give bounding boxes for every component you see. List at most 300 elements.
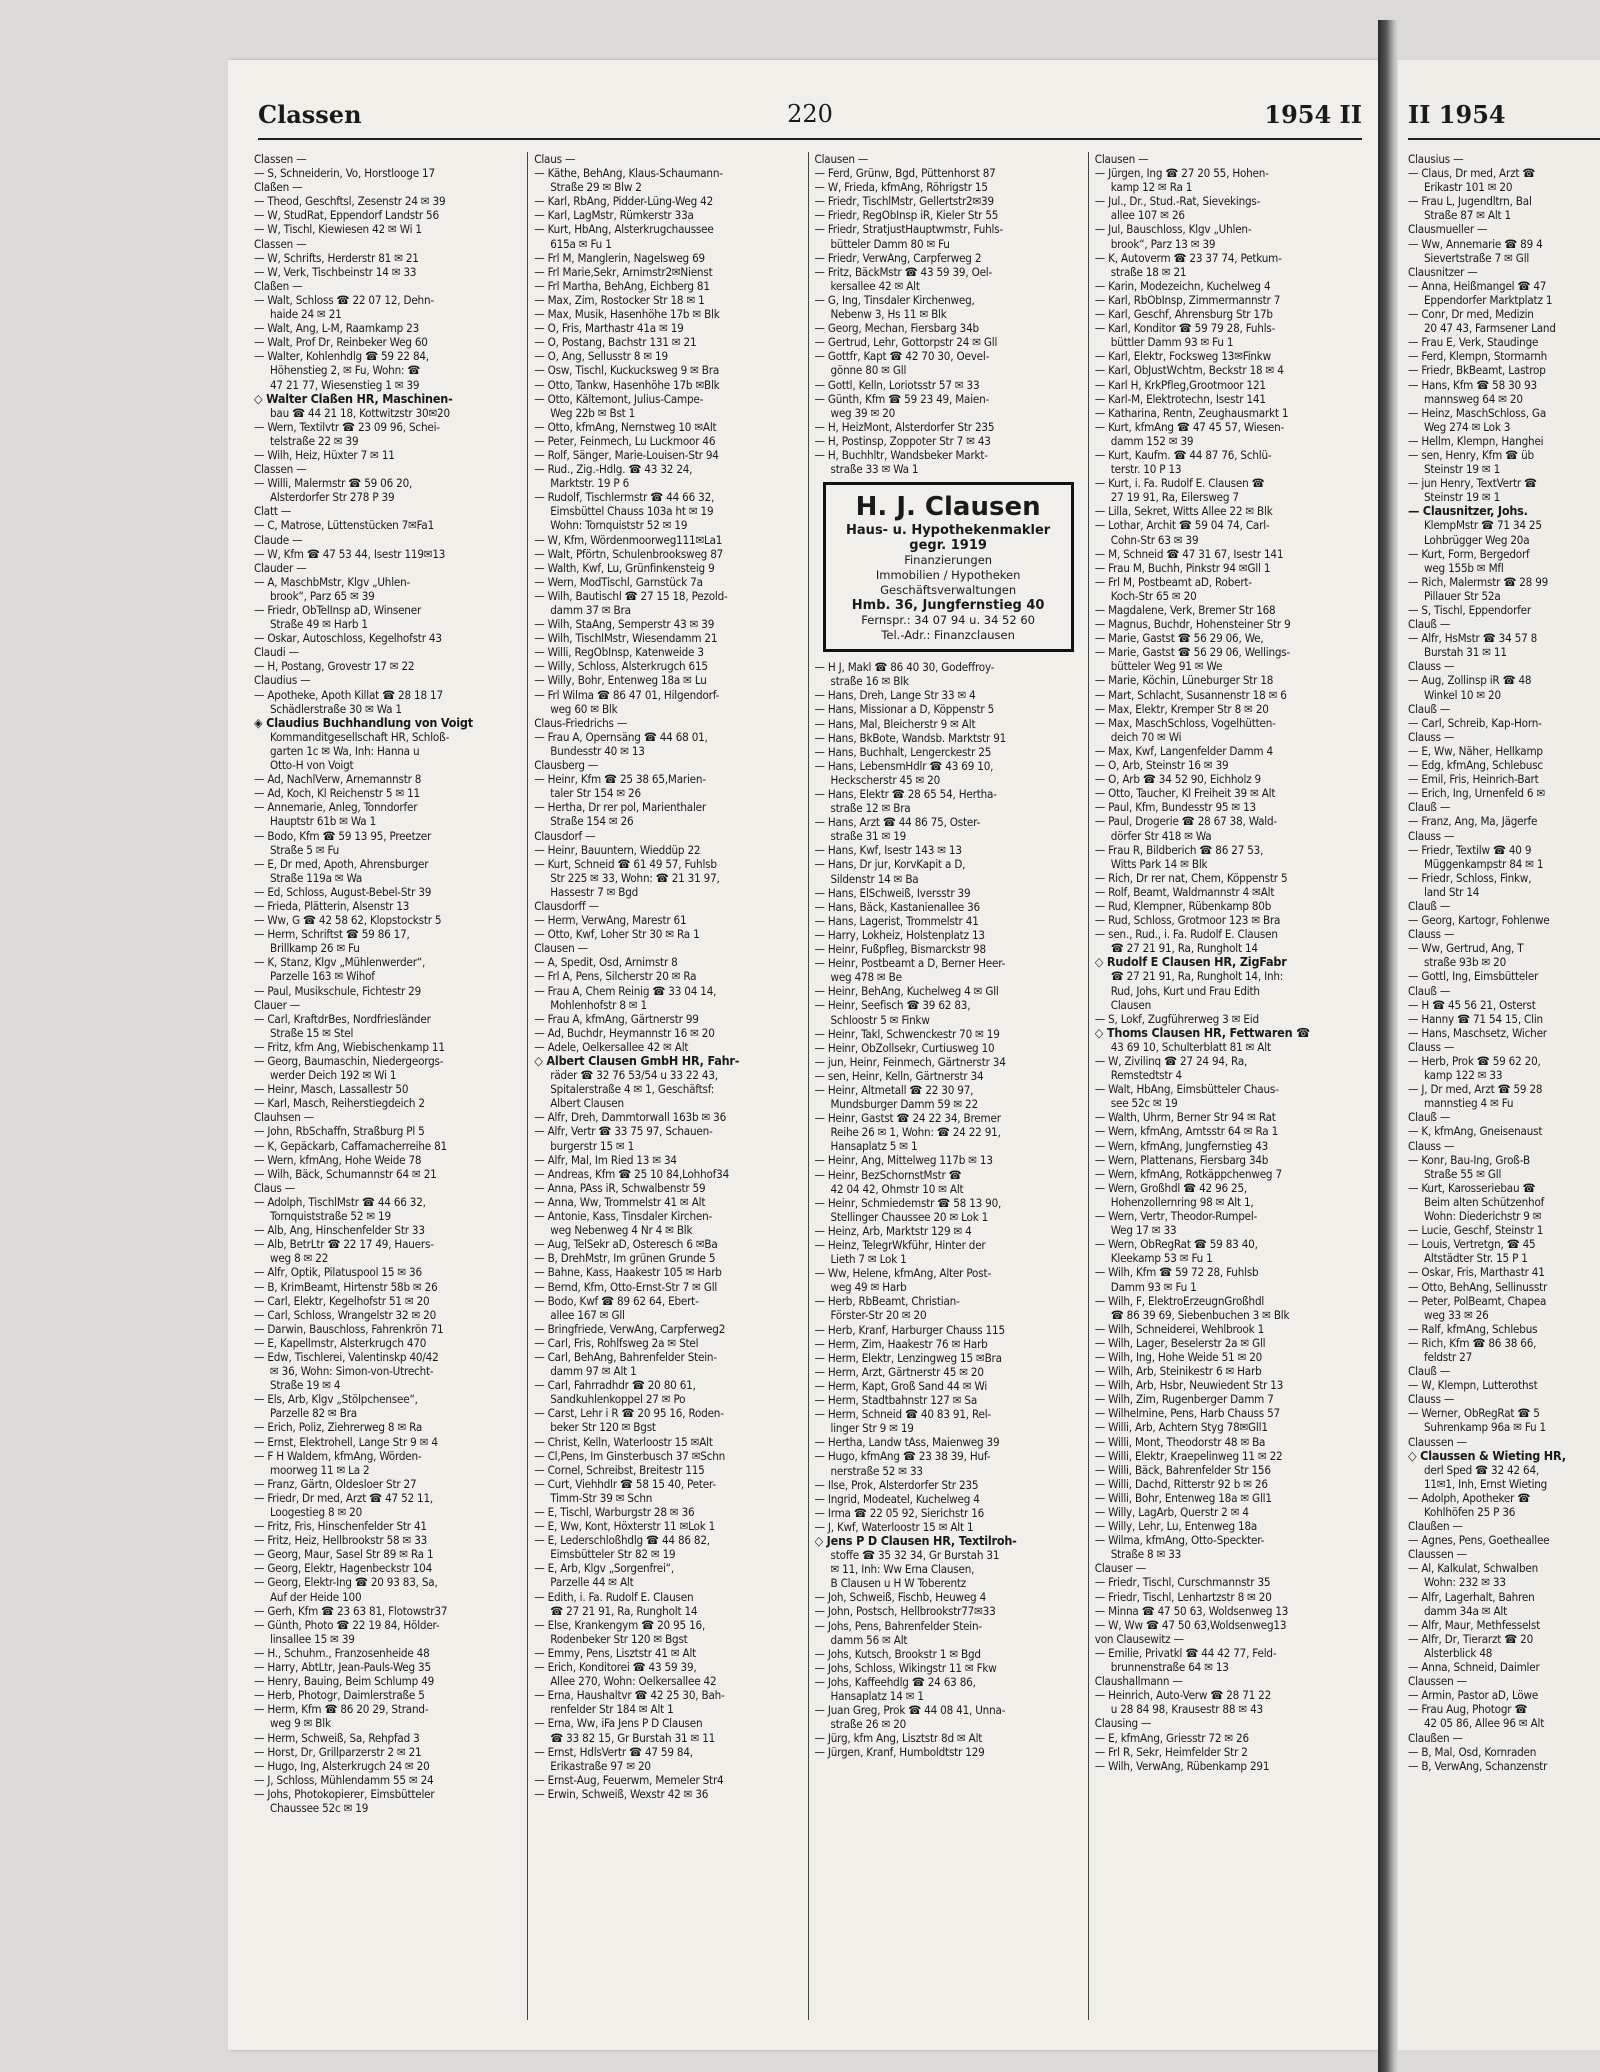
directory-entry: — Heinr, Takl, Schwenckestr 70 ✉ 19: [814, 1026, 1000, 1041]
directory-entry: Suhrenkamp 96a ✉ Fu 1: [1424, 1420, 1546, 1435]
directory-entry: — Wilh, VerwAng, Rübenkamp 291: [1094, 1758, 1270, 1773]
directory-entry: — Kurt, Karosseriebau ☎: [1408, 1180, 1536, 1195]
directory-entry: — Wilh, Arb, Hsbr, Neuwiedent Str 13: [1094, 1378, 1284, 1393]
directory-entry: — Günth, Kfm ☎ 59 23 49, Maien-: [814, 391, 990, 406]
directory-entry: straße 33 ✉ Wa 1: [830, 462, 919, 477]
directory-page: [228, 60, 1380, 2050]
directory-entry: — Minna ☎ 47 50 63, Woldsenweg 13: [1094, 1603, 1289, 1618]
directory-entry: allee 167 ✉ Gll: [550, 1307, 625, 1322]
directory-entry: kamp 122 ✉ 33: [1424, 1068, 1503, 1083]
directory-entry: — Walt, HbAng, Eimsbütteler Chaus-: [1094, 1082, 1279, 1097]
surname-heading: Claßen —: [254, 278, 303, 293]
directory-entry: — H, HeizMont, Alsterdorfer Str 235: [814, 419, 995, 434]
directory-entry: ◇ Jens P D Clausen HR, Textilroh-: [814, 1533, 1017, 1548]
directory-entry: — Herm, Kapt, Groß Sand 44 ✉ Wi: [814, 1378, 988, 1393]
directory-entry: — Hans, BkBote, Wandsb. Marktstr 91: [814, 730, 1007, 745]
directory-entry: — Hans, Maschsetz, Wicher: [1408, 1025, 1547, 1040]
directory-entry: — S, Lokf, Zugführerweg 3 ✉ Eid: [1094, 1011, 1259, 1026]
surname-heading: Claßen —: [254, 180, 303, 195]
directory-entry: — Georg, Kartogr, Fohlenwe: [1408, 913, 1550, 928]
directory-entry: — Anna, Schneid, Daimler: [1408, 1660, 1540, 1675]
ad-address: Hmb. 36, Jungfernstieg 40: [851, 598, 1045, 614]
directory-entry: — Karl, Konditor ☎ 59 79 28, Fuhls-: [1094, 321, 1276, 336]
directory-entry: Lohbrügger Weg 20a: [1424, 532, 1530, 547]
directory-entry: — Jul., Dr., Stud.-Rat, Sievekings-: [1094, 194, 1261, 209]
directory-entry: — Aug, Zollinsp iR ☎ 48: [1408, 673, 1532, 688]
directory-entry: — Frau Aug, Photogr ☎: [1408, 1702, 1528, 1717]
directory-entry: — Rich, Kfm ☎ 86 38 66,: [1408, 1335, 1537, 1350]
directory-entry: Tornquiststraße 52 ✉ 19: [270, 1209, 391, 1224]
directory-entry: — Paul, Kfm, Bundesstr 95 ✉ 13: [1094, 800, 1256, 815]
ad-service-1: Finanzierungen: [904, 553, 993, 568]
directory-entry: — Heinr, Bauuntern, Wieddüp 22: [534, 842, 701, 857]
surname-heading: Clauhsen —: [254, 1110, 315, 1125]
directory-entry: weg 39 ✉ 20: [830, 405, 896, 420]
directory-entry: — Lothar, Archit ☎ 59 04 74, Carl-: [1094, 518, 1270, 533]
directory-entry: weg 9 ✉ Blk: [270, 1716, 331, 1731]
directory-entry: — Hans, Kfm ☎ 58 30 93: [1408, 377, 1537, 392]
directory-entry: ◇ Thoms Clausen HR, Fettwaren ☎: [1094, 1025, 1310, 1040]
directory-entry: gönne 80 ✉ Gll: [830, 363, 907, 378]
directory-entry: — Georg, Mechan, Fiersbarg 34b: [814, 321, 979, 336]
directory-entry: — Alfr, Dr, Tierarzt ☎ 20: [1408, 1631, 1534, 1646]
directory-entry: — Max, Zim, Rostocker Str 18 ✉ 1: [534, 292, 705, 307]
directory-entry: — B, KrimBeamt, Hirtenstr 58b ✉ 26: [254, 1279, 438, 1294]
running-head: Classen: [258, 100, 362, 129]
directory-entry: — Willy, Schloss, Alsterkrugch 615: [534, 659, 708, 674]
directory-entry: — Heinz, TelegrWkführ, Hinter der: [814, 1238, 986, 1252]
directory-entry: — Fritz, BäckMstr ☎ 43 59 39, Oel-: [814, 264, 993, 279]
directory-entry: — B, VerwAng, Schanzenstr: [1408, 1758, 1548, 1773]
directory-entry: — Herm, Zim, Haakestr 76 ✉ Harb: [814, 1336, 988, 1351]
directory-entry: Altstädter Str. 15 P 1: [1424, 1251, 1528, 1266]
directory-entry: — Ed, Schloss, August-Bebel-Str 39: [254, 884, 432, 899]
directory-entry: — Osw, Tischl, Kuckucksweg 9 ✉ Bra: [534, 363, 720, 378]
directory-entry: bau ☎ 44 21 18, Kottwitzstr 30✉20: [270, 405, 450, 420]
directory-entry: — Wilh, TischlMstr, Wiesendamm 21: [534, 631, 718, 646]
directory-entry: — sen, Henry, Kfm ☎ üb: [1408, 447, 1534, 462]
directory-entry: — Friedr, Tischl, Lenhartzstr 8 ✉ 20: [1094, 1589, 1272, 1604]
directory-entry: — Hans, Bäck, Kastanienallee 36: [814, 899, 980, 914]
directory-entry: Auf der Heide 100: [270, 1589, 362, 1604]
directory-entry: — Georg, Baumaschin, Niedergeorgs-: [254, 1054, 444, 1068]
directory-entry: — Fritz, kfm Ang, Wiebischenkamp 11: [254, 1039, 445, 1054]
directory-entry: ◇ Claussen & Wieting HR,: [1408, 1448, 1566, 1463]
directory-entry: — C, Matrose, Lüttenstücken 7✉Fa1: [254, 518, 435, 533]
directory-entry: — Heinrich, Auto-Verw ☎ 28 71 22: [1094, 1688, 1272, 1703]
directory-entry: — Gottfr, Kapt ☎ 42 70 30, Oevel-: [814, 349, 990, 364]
directory-entry: — W, Schrifts, Herderstr 81 ✉ 21: [254, 250, 419, 265]
directory-entry: ◇ Rudolf E Clausen HR, ZigFabr: [1094, 955, 1287, 970]
directory-entry: — Otto, Tankw, Hasenhöhe 17b ✉Blk: [534, 377, 720, 392]
directory-entry: Pillauer Str 52a: [1424, 588, 1501, 603]
directory-entry: — Erna, Haushaltvr ☎ 42 25 30, Bah-: [534, 1688, 725, 1703]
surname-heading: Clausnitzer —: [1408, 264, 1478, 279]
directory-entry: — Georg, Elektr-Ing ☎ 20 93 83, Sa,: [254, 1575, 438, 1590]
directory-entry: — W, Kfm ☎ 47 53 44, Isestr 119✉13: [254, 546, 446, 561]
directory-entry: — Fritz, Heiz, Hellbrookstr 58 ✉ 33: [254, 1533, 428, 1548]
directory-entry: — Oskar, Autoschloss, Kegelhofstr 43: [254, 631, 442, 646]
directory-entry: — O, Fris, Marthastr 41a ✉ 19: [534, 321, 684, 336]
surname-heading: Clauder —: [254, 560, 307, 575]
directory-entry: — Alfr, Dreh, Dammtorwall 163b ✉ 36: [534, 1110, 727, 1125]
directory-entry: weg 60 ✉ Blk: [550, 701, 618, 716]
directory-entry: — Willi, Bäck, Bahrenfelder Str 156: [1094, 1462, 1271, 1477]
directory-entry: Reihe 26 ✉ 1, Wohn: ☎ 24 22 91,: [830, 1125, 1001, 1140]
directory-entry: allee 107 ✉ 26: [1110, 208, 1185, 223]
directory-entry: — F H Waldem, kfmAng, Wörden-: [254, 1448, 422, 1463]
directory-entry: taler Str 154 ✉ 26: [550, 786, 641, 801]
directory-entry: — Erich, Ing, Urnenfeld 6 ✉: [1408, 786, 1545, 801]
directory-entry: Koch-Str 65 ✉ 20: [1110, 588, 1197, 603]
directory-entry: — Carst, Lehr i R ☎ 20 95 16, Roden-: [534, 1406, 724, 1421]
directory-entry: — Walth, Kwf, Lu, Grünfinkensteig 9: [534, 560, 715, 575]
directory-entry: — Heinr, ObZollsekr, Curtiusweg 10: [814, 1040, 995, 1055]
surname-heading: Clauß —: [1408, 800, 1451, 815]
directory-entry: Str 225 ✉ 33, Wohn: ☎ 21 31 97,: [550, 870, 720, 885]
directory-entry: Marktstr. 19 P 6: [550, 476, 630, 491]
surname-heading: Clauß —: [1408, 1110, 1451, 1125]
directory-entry: — Wilh, Kfm ☎ 59 72 28, Fuhlsb: [1094, 1265, 1259, 1280]
directory-entry: — Rud, Schloss, Grotmoor 123 ✉ Bra: [1094, 913, 1281, 928]
column-3-before-ad: [815, 152, 1082, 476]
directory-entry: Wohn: Diederichstr 9 ✉: [1424, 1209, 1542, 1224]
directory-entry: — S, Schneiderin, Vo, Horstlooge 17: [254, 166, 435, 181]
directory-entry: — Hellm, Klempn, Hanghei: [1408, 433, 1544, 448]
directory-entry: — Otto, Kältemont, Julius-Campe-: [534, 391, 704, 406]
directory-entry: derl Sped ☎ 32 42 64,: [1424, 1462, 1539, 1477]
column-4: [1089, 152, 1368, 2020]
surname-heading: Claussen —: [1408, 1434, 1467, 1449]
directory-entry: — Heinz, MaschSchloss, Ga: [1408, 405, 1547, 420]
surname-heading: Clauss —: [1408, 1138, 1455, 1153]
directory-entry: — Heinr, Gastst ☎ 24 22 34, Bremer: [814, 1111, 1001, 1126]
directory-entry: — Gerh, Kfm ☎ 23 63 81, Flotowstr37: [254, 1603, 448, 1618]
surname-heading: Clausen —: [1094, 152, 1149, 166]
directory-entry: — Herm, Stadtbahnstr 127 ✉ Sa: [814, 1393, 978, 1408]
directory-entry: linger Str 9 ✉ 19: [830, 1421, 914, 1436]
directory-entry: — Franz, Gärtn, Oldesloer Str 27: [254, 1476, 417, 1491]
directory-entry: — Willi, Arb, Achtern Styg 78✉Gll1: [1094, 1420, 1268, 1435]
directory-entry: — Bahne, Kass, Haakestr 105 ✉ Harb: [534, 1265, 722, 1280]
directory-entry: straße 93b ✉ 20: [1424, 955, 1507, 970]
directory-entry: — Agnes, Pens, Goetheallee: [1408, 1533, 1550, 1548]
directory-entry: Förster-Str 20 ✉ 20: [830, 1308, 927, 1323]
directory-entry: Beim alten Schützenhof: [1424, 1194, 1545, 1209]
surname-heading: Claudius —: [254, 673, 311, 688]
directory-entry: — Herm, Schriftst ☎ 59 86 17,: [254, 927, 410, 942]
surname-heading: Claußen —: [1408, 1730, 1463, 1745]
directory-entry: ☎ 27 21 91, Ra, Rungholt 14: [1110, 941, 1258, 956]
directory-entry: — Cornel, Schreibst, Breitestr 115: [534, 1462, 705, 1477]
directory-entry: — Wern, kfmAng, Rotkäppchenweg 7: [1094, 1166, 1282, 1181]
directory-entry: bütteler Damm 80 ✉ Fu: [830, 236, 950, 251]
directory-entry: — Carl, Fahrradhdr ☎ 20 80 61,: [534, 1378, 696, 1393]
directory-entry: u 28 84 98, Krausestr 88 ✉ 43: [1110, 1702, 1263, 1717]
directory-entry: Alsterdorfer Str 278 P 39: [270, 490, 395, 505]
directory-entry: — Jürgen, Kranf, Humboldtstr 129: [814, 1745, 985, 1760]
directory-entry: — Wilh, StaAng, Semperstr 43 ✉ 39: [534, 617, 715, 632]
directory-entry: — Frieda, Plätterin, Alsenstr 13: [254, 898, 410, 913]
directory-entry: — Kurt, HbAng, Alsterkrugchaussee: [534, 222, 714, 237]
directory-entry: — Mart, Schlacht, Susannenstr 18 ✉ 6: [1094, 687, 1287, 702]
directory-entry: — E, Dr med, Apoth, Ahrensburger: [254, 856, 429, 871]
directory-entry: ✉ 36, Wohn: Simon-von-Utrecht-: [270, 1364, 434, 1379]
directory-entry: Mohlenhofstr 8 ✉ 1: [550, 997, 647, 1012]
directory-entry: — Friedr, Textilw ☎ 40 9: [1408, 842, 1532, 857]
directory-entry: — Hertha, Dr rer pol, Marienthaler: [534, 800, 706, 815]
directory-entry: — E, Ww, Näher, Hellkamp: [1408, 743, 1543, 758]
directory-entry: — Rudolf, Tischlermstr ☎ 44 66 32,: [534, 490, 715, 505]
directory-entry: — Ferd, Klempn, Stormarnh: [1408, 349, 1548, 364]
directory-entry: moorweg 11 ✉ La 2: [270, 1462, 370, 1477]
directory-entry: weg 49 ✉ Harb: [830, 1280, 907, 1295]
directory-entry: KlempMstr ☎ 71 34 25: [1424, 518, 1542, 533]
directory-entry: ◇ Albert Clausen GmbH HR, Fahr-: [534, 1054, 740, 1068]
directory-entry: büttler Damm 93 ✉ Fu 1: [1110, 335, 1234, 350]
advertisement-box: [823, 482, 1074, 652]
directory-entry: — Karl, Geschf, Ahrensburg Str 17b: [1094, 307, 1273, 322]
directory-entry: — Friedr, BkBeamt, Lastrop: [1408, 363, 1546, 378]
directory-entry: — Magnus, Buchdr, Hohensteiner Str 9: [1094, 617, 1291, 632]
directory-entry: — Conr, Dr med, Medizin: [1408, 307, 1534, 322]
directory-entry: — Herm, Arzt, Gärtnerstr 45 ✉ 20: [814, 1364, 984, 1379]
directory-entry: — H, Postang, Grovestr 17 ✉ 22: [254, 659, 415, 674]
directory-entry: 47 21 77, Wiesenstieg 1 ✉ 39: [270, 377, 420, 392]
directory-entry: ☎ 33 82 15, Gr Burstah 31 ✉ 11: [550, 1730, 716, 1745]
directory-entry: — Hans, Buchhalt, Lengerckestr 25: [814, 744, 992, 759]
directory-entry: — Darwin, Bauschloss, Fahrenkrön 71: [254, 1321, 444, 1336]
directory-entry: Kommanditgesellschaft HR, Schloß-: [270, 729, 450, 744]
directory-entry: — Hans, Dr jur, KorvKapit a D,: [814, 857, 966, 872]
directory-entry: — Else, Krankengym ☎ 20 95 16,: [534, 1617, 706, 1632]
directory-entry: — Adele, Oelkersallee 42 ✉ Alt: [534, 1039, 689, 1054]
surname-heading: Claussen —: [1408, 1674, 1467, 1689]
directory-entry: — Gottl, Kelln, Loriotsstr 57 ✉ 33: [814, 377, 980, 392]
surname-heading: Clauß —: [1408, 617, 1451, 632]
directory-entry: — Ad, Buchdr, Heymannstr 16 ✉ 20: [534, 1025, 715, 1040]
directory-entry: — Wilh, F, ElektroErzeugnGroßhdl: [1094, 1293, 1265, 1308]
directory-entry: — Heinr, Ang, Mittelweg 117b ✉ 13: [814, 1153, 993, 1168]
directory-entry: — sen, Heinr, Kelln, Gärtnerstr 34: [814, 1068, 984, 1083]
directory-entry: Straße 19 ✉ 4: [270, 1378, 341, 1393]
directory-entry: — Alfr, HsMstr ☎ 34 57 8: [1408, 631, 1538, 646]
directory-entry: Hansaplatz 14 ✉ 1: [830, 1689, 924, 1703]
directory-entry: — Wilh, Bautischl ☎ 27 15 18, Pezold-: [534, 588, 728, 603]
surname-heading: Clausing —: [1094, 1716, 1152, 1731]
directory-entry: — Wern, kfmAng, Hohe Weide 78: [254, 1152, 422, 1167]
directory-entry: — Rolf, Beamt, Waldmannstr 4 ✉Alt: [1094, 884, 1275, 899]
directory-entry: — W, Kfm, Wördenmoorweg111✉La1: [534, 532, 723, 547]
directory-entry: — W, Zivilinq ☎ 27 24 94, Ra,: [1094, 1054, 1248, 1068]
directory-entry: — Aug, TelSekr aD, Osteresch 6 ✉Ba: [534, 1237, 718, 1252]
directory-entry: Sandkuhlenkoppel 27 ✉ Po: [550, 1392, 686, 1407]
directory-entry: see 52c ✉ 19: [1110, 1096, 1178, 1111]
directory-entry: — Frau A, kfmAng, Gärtnerstr 99: [534, 1011, 699, 1026]
directory-entry: renfelder Str 184 ✉ Alt 1: [550, 1702, 674, 1717]
column-3-after-ad: [815, 660, 1082, 1759]
directory-entry: — Franz, Ang, Ma, Jägerfe: [1408, 814, 1538, 829]
directory-entry: deich 70 ✉ Wi: [1110, 729, 1182, 744]
directory-entry: — E, Ww, Kont, Höxterstr 11 ✉Lok 1: [534, 1519, 716, 1534]
directory-entry: — Carl, BehAng, Bahrenfelder Stein-: [534, 1349, 717, 1364]
directory-entry: — B, DrehMstr, Im grünen Grunde 5: [534, 1251, 716, 1266]
directory-entry: — Friedr, Tischl, Curschmannstr 35: [1094, 1575, 1271, 1590]
directory-entry: — Werner, ObRegRat ☎ 5: [1408, 1406, 1540, 1421]
directory-entry: — Edith, i. Fa. Rudolf E. Clausen: [534, 1589, 694, 1604]
directory-entry: — Adolph, Apotheker ☎: [1408, 1490, 1531, 1505]
directory-entry: — Heinr, Schmiedemstr ☎ 58 13 90,: [814, 1195, 1002, 1210]
directory-entry: — Hans, Elektr ☎ 28 65 54, Hertha-: [814, 787, 997, 801]
directory-entry: Bundesstr 40 ✉ 13: [550, 743, 645, 758]
directory-entry: Burstah 31 ✉ 11: [1424, 645, 1507, 660]
directory-entry: Straße 29 ✉ Blw 2: [550, 180, 642, 195]
directory-entry: — Alfr, Lagerhalt, Bahren: [1408, 1589, 1535, 1604]
directory-entry: — Herb, Photogr, Daimlerstraße 5: [254, 1688, 425, 1703]
surname-heading: Claus-Friedrichs —: [534, 715, 628, 730]
directory-entry: — Friedr, Schloss, Finkw,: [1408, 870, 1532, 885]
ad-phone: Fernspr.: 34 07 94 u. 34 52 60: [861, 613, 1035, 628]
directory-entry: — Ww, G ☎ 42 58 62, Klopstockstr 5: [254, 913, 442, 928]
directory-entry: — Hanny ☎ 71 54 15, Clin: [1408, 1011, 1543, 1026]
directory-entry: — E, kfmAng, Griesstr 72 ✉ 26: [1094, 1730, 1249, 1745]
directory-entry: Allee 270, Wohn: Oelkersallee 42: [550, 1674, 717, 1689]
directory-entry: — J, Schloss, Mühlendamm 55 ✉ 24: [254, 1772, 434, 1787]
directory-columns: [248, 152, 1368, 2020]
directory-entry: — Willi, Malermstr ☎ 59 06 20,: [254, 476, 413, 491]
directory-entry: — Juan Greg, Prok ☎ 44 08 41, Unna-: [814, 1703, 1006, 1718]
directory-entry: — Frl Martha, BehAng, Eichberg 81: [534, 278, 710, 293]
directory-entry: — Apotheke, Apoth Killat ☎ 28 18 17: [254, 687, 443, 702]
directory-entry: Straße 154 ✉ 26: [550, 814, 634, 829]
directory-entry: — Hans, Arzt ☎ 44 86 75, Oster-: [814, 815, 981, 830]
directory-entry: 27 19 91, Ra, Eilersweg 7: [1110, 490, 1239, 505]
directory-entry: — E, Kapellmstr, Alsterkrugch 470: [254, 1335, 427, 1350]
directory-entry: — jun, Heinr, Feinmech, Gärtnerstr 34: [814, 1054, 1006, 1069]
directory-entry: ◇ Walter Claßen HR, Maschinen-: [254, 391, 453, 406]
directory-entry: — Hans, ElSchweiß, Iversstr 39: [814, 885, 971, 900]
directory-entry: — W, Verk, Tischbeinstr 14 ✉ 33: [254, 264, 417, 279]
directory-entry: — Peter, PolBeamt, Chapea: [1408, 1293, 1547, 1308]
directory-entry: — Herb, Kranf, Harburger Chauss 115: [814, 1322, 1005, 1337]
directory-entry: — E, Arb, Klgv „Sorgenfrei“,: [534, 1561, 674, 1576]
directory-entry: — Karl, Masch, Reiherstiegdeich 2: [254, 1096, 425, 1111]
surname-heading: Claußen —: [1408, 1519, 1463, 1534]
directory-entry: — Hans, Missionar a D, Köppenstr 5: [814, 702, 995, 717]
directory-entry: — Alb, BetrLtr ☎ 22 17 49, Hauers-: [254, 1237, 434, 1252]
directory-entry: — Friedr, RegObInsp iR, Kieler Str 55: [814, 208, 999, 223]
ad-service-2: Immobilien / Hypotheken: [875, 568, 1021, 583]
directory-entry: — Heinr, Kfm ☎ 25 38 65,Marien-: [534, 772, 706, 787]
surname-heading: Clauss —: [1408, 828, 1455, 843]
directory-entry: Timm-Str 39 ✉ Schn: [550, 1490, 653, 1505]
directory-entry: — A, Spedit, Osd, Arnimstr 8: [534, 955, 678, 970]
surname-heading: Clauser —: [1094, 1561, 1147, 1576]
directory-entry: — Marie, Gastst ☎ 56 29 06, We,: [1094, 631, 1264, 646]
surname-heading: Clauss —: [1408, 659, 1455, 674]
directory-entry: — Friedr, Dr med, Arzt ☎ 47 52 11,: [254, 1490, 434, 1505]
directory-entry: mannstieg 4 ✉ Fu: [1424, 1096, 1514, 1111]
directory-entry: — Willi, Mont, Theodorstr 48 ✉ Ba: [1094, 1434, 1266, 1449]
surname-heading: Classen —: [254, 236, 307, 251]
directory-entry: — Willy, Lehr, Lu, Entenweg 18a: [1094, 1519, 1258, 1534]
surname-heading: Claus —: [254, 1180, 295, 1195]
directory-entry: — Frl A, Pens, Silcherstr 20 ✉ Ra: [534, 969, 697, 984]
directory-entry: — J, Kwf, Waterloostr 15 ✉ Alt 1: [814, 1519, 974, 1534]
directory-entry: — Rich, Dr rer nat, Chem, Köppenstr 5: [1094, 870, 1288, 885]
directory-entry: Straße 87 ✉ Alt 1: [1424, 208, 1511, 223]
directory-entry: ☎ 27 21 91, Ra, Rungholt 14: [550, 1603, 698, 1618]
directory-entry: Alsterblick 48: [1424, 1645, 1493, 1660]
directory-entry: — Cl,Pens, Im Ginsterbusch 37 ✉Schn: [534, 1448, 726, 1463]
directory-entry: — Jürg, kfm Ang, Lisztstr 8d ✉ Alt: [814, 1731, 983, 1746]
directory-entry: — Frau E, Verk, Staudinge: [1408, 335, 1539, 350]
directory-entry: — Harry, Lokheiz, Holstenplatz 13: [814, 927, 985, 942]
directory-entry: Witts Park 14 ✉ Blk: [1110, 856, 1208, 871]
directory-entry: — Johs, Photokopierer, Eimsbütteler: [254, 1786, 435, 1801]
directory-entry: — Emmy, Pens, Lisztstr 41 ✉ Alt: [534, 1645, 697, 1660]
directory-entry: — Alb, Ang, Hinschenfelder Str 33: [254, 1223, 425, 1238]
directory-entry: — Els, Arb, Klgv „Stölpchensee“,: [254, 1392, 418, 1407]
directory-entry: — Wern, Großhdl ☎ 42 96 25,: [1094, 1180, 1248, 1195]
directory-entry: — Herm, Schneid ☎ 40 83 91, Rel-: [814, 1407, 991, 1422]
directory-entry: — Wilh, Schneiderei, Wehlbrook 1: [1094, 1321, 1265, 1336]
directory-entry: — Wern, Vertr, Theodor-Rumpel-: [1094, 1209, 1258, 1224]
directory-entry: haide 24 ✉ 21: [270, 307, 342, 322]
directory-entry: — Johs, Kutsch, Brookstr 1 ✉ Bgd: [814, 1646, 981, 1661]
directory-entry: — Frl Marie,Sekr, Arnimstr2✉Nienst: [534, 264, 713, 279]
directory-entry: — Max, MaschSchloss, Vogelhütten-: [1094, 715, 1276, 730]
directory-entry: — Kurt, Form, Bergedorf: [1408, 546, 1530, 561]
directory-entry: — Katharina, Rentn, Zeughausmarkt 1: [1094, 405, 1289, 420]
directory-entry: — Otto, Kwf, Loher Str 30 ✉ Ra 1: [534, 927, 700, 942]
directory-entry: — Carl, Elektr, Kegelhofstr 51 ✉ 20: [254, 1293, 430, 1308]
directory-entry: — O, Arb ☎ 34 52 90, Eichholz 9: [1094, 772, 1261, 787]
column-1: [248, 152, 528, 2020]
directory-entry: weg 478 ✉ Be: [830, 970, 902, 985]
directory-entry: — Herm, VerwAng, Marestr 61: [534, 913, 687, 928]
directory-entry: — sen., Rud., i. Fa. Rudolf E. Clausen: [1094, 927, 1278, 942]
directory-entry: ☎ 27 21 91, Ra, Rungholt 14, Inh:: [1110, 969, 1284, 984]
directory-entry: Sildenstr 14 ✉ Ba: [830, 871, 919, 886]
surname-heading: Clauß —: [1408, 983, 1451, 998]
directory-entry: — Kurt, Schneid ☎ 61 49 57, Fuhlsb: [534, 856, 717, 871]
directory-entry: — Marie, Gastst ☎ 56 29 06, Wellings-: [1094, 645, 1291, 660]
directory-entry: — Friedr, TischlMstr, Gellertstr2✉39: [814, 194, 994, 209]
directory-entry: — Hugo, Ing, Alsterkrugch 24 ✉ 20: [254, 1758, 430, 1773]
directory-entry: — Gottl, Ing, Eimsbütteler: [1408, 969, 1539, 984]
directory-entry: — Wilh, Bäck, Schumannstr 64 ✉ 21: [254, 1166, 437, 1181]
directory-entry: Rud, Johs, Kurt und Frau Edith: [1110, 983, 1260, 998]
directory-entry: — Rich, Malermstr ☎ 28 99: [1408, 574, 1549, 589]
directory-entry: — Frau A, Chem Reinig ☎ 33 04 14,: [534, 983, 717, 998]
directory-entry: Winkel 10 ✉ 20: [1424, 687, 1501, 702]
directory-entry: — Rud., Zig.-Hdlg. ☎ 43 32 24,: [534, 462, 693, 477]
directory-entry: — Walt, Ang, L-M, Raamkamp 23: [254, 321, 420, 336]
directory-entry: Steinstr 19 ✉ 1: [1424, 490, 1501, 505]
directory-entry: — Anna, PAss iR, Schwalbenstr 59: [534, 1180, 706, 1195]
directory-entry: — H J, Makl ☎ 86 40 30, Godeffroy-: [814, 660, 995, 675]
directory-entry: — Karl-M, Elektrotechn, Isestr 141: [1094, 391, 1266, 406]
directory-entry: — Otto, BehAng, Sellinusstr: [1408, 1279, 1548, 1294]
directory-entry: — W, Klempn, Lutterothst: [1408, 1378, 1538, 1393]
directory-entry: — Willi, Elektr, Kraepelinweg 11 ✉ 22: [1094, 1448, 1283, 1463]
directory-entry: — Alfr, Optik, Pilatuspool 15 ✉ 36: [254, 1265, 422, 1280]
directory-entry: brook“, Parz 13 ✉ 39: [1110, 236, 1216, 251]
next-page-column: [1408, 152, 1600, 2020]
directory-entry: — Peter, Feinmech, Lu Luckmoor 46: [534, 433, 716, 448]
surname-heading: Clatt —: [254, 504, 292, 519]
